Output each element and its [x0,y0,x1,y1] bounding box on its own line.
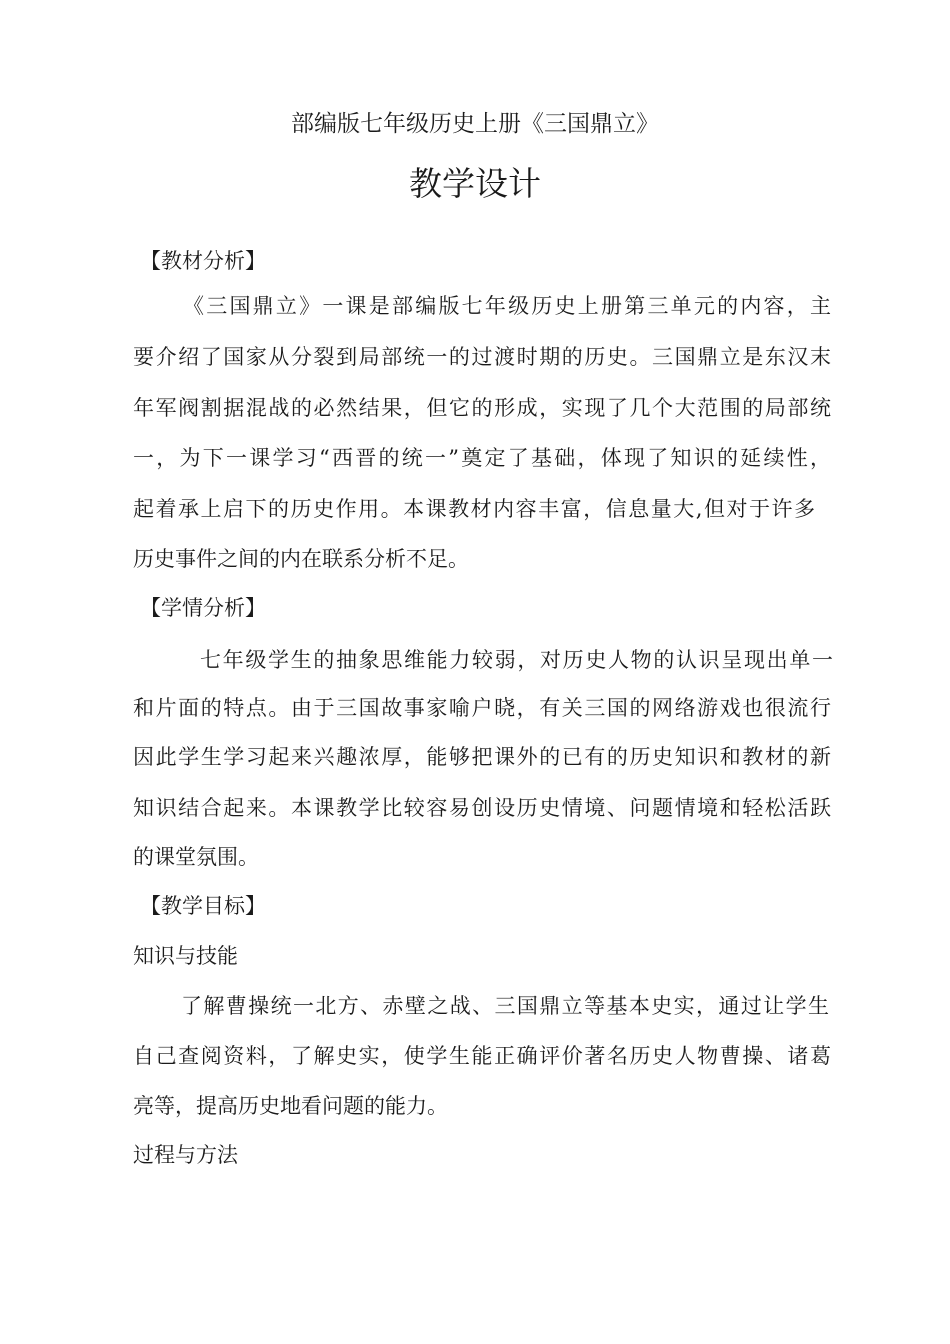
paragraph-line: 历史事件之间的内在联系分析不足。 [133,547,469,571]
paragraph-line: 的课堂氛围。 [133,845,259,869]
paragraph-line: 知识结合起来。本课教学比较容易创设历史情境、问题情境和轻松活跃 [133,796,831,820]
document-title: 教学设计 [409,164,541,203]
section-heading-students: 【学情分析】 [140,596,266,620]
section-heading-material: 【教材分析】 [140,249,266,273]
paragraph-line: 因此学生学习起来兴趣浓厚，能够把课外的已有的历史知识和教材的新 [133,745,831,769]
paragraph-line: 自己查阅资料，了解史实，使学生能正确评价著名历史人物曹操、诸葛 [133,1044,831,1068]
paragraph-line: 《三国鼎立》一课是部编版七年级历史上册第三单元的内容，主 [183,294,831,318]
document-subtitle: 部编版七年级历史上册《三国鼎立》 [291,111,659,137]
paragraph-line: 亮等，提高历史地看问题的能力。 [133,1094,448,1118]
paragraph-line: 和片面的特点。由于三国故事家喻户晓，有关三国的网络游戏也很流行 [133,696,831,720]
section-heading-goals: 【教学目标】 [140,894,266,918]
paragraph-line: 年军阀割据混战的必然结果，但它的形成，实现了几个大范围的局部统 [133,396,831,420]
paragraph-line: 七年级学生的抽象思维能力较弱，对历史人物的认识呈现出单一 [200,648,833,672]
paragraph-line: 一，为下一课学习“西晋的统一”奠定了基础，体现了知识的延续性， [133,446,831,470]
paragraph-line: 了解曹操统一北方、赤壁之战、三国鼎立等基本史实，通过让学生 [181,994,829,1018]
paragraph-line: 起着承上启下的历史作用。本课教材内容丰富，信息量大,但对于许多 [133,497,815,521]
paragraph-line: 要介绍了国家从分裂到局部统一的过渡时期的历史。三国鼎立是东汉末 [133,345,831,369]
subheading-process-method: 过程与方法 [133,1143,238,1167]
subheading-knowledge-skills: 知识与技能 [133,944,238,968]
